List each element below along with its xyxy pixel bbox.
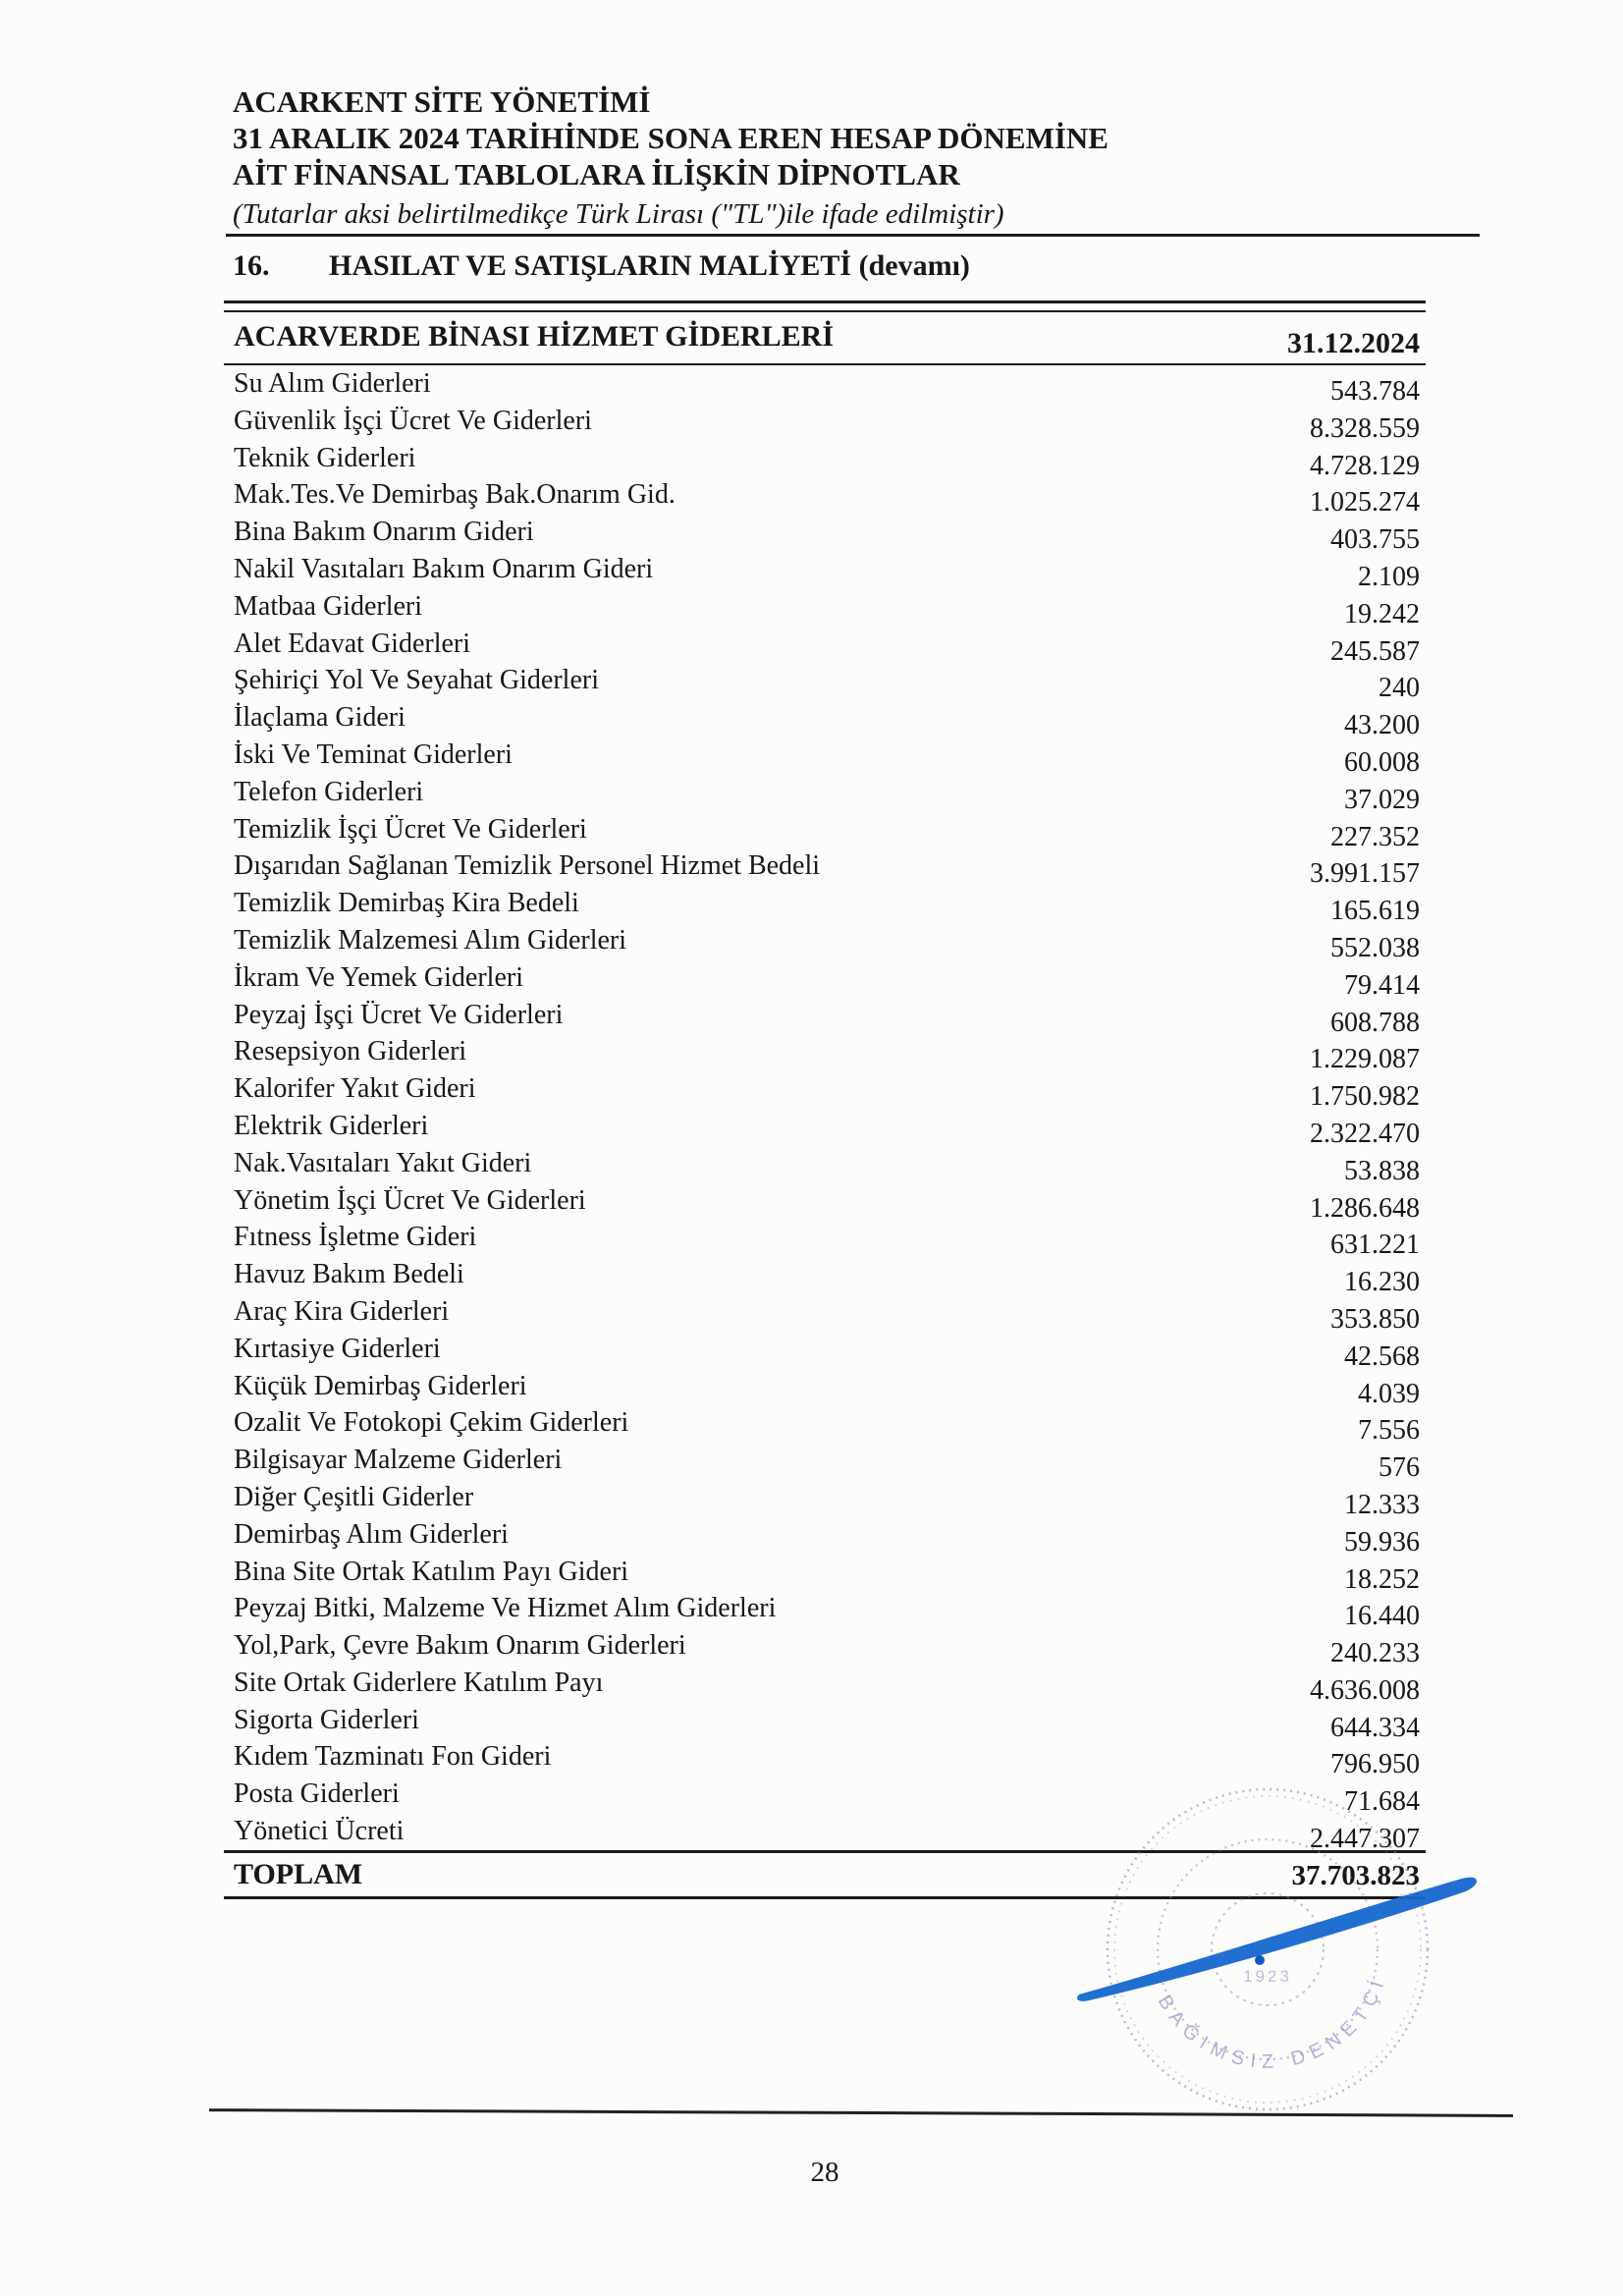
expense-value: 71.684: [1344, 1786, 1420, 1818]
table-row: [234, 1182, 1420, 1224]
document-header: [233, 83, 1480, 231]
expense-value: 1.750.982: [1310, 1081, 1420, 1113]
table-header-row: [224, 312, 1426, 359]
table-body: [224, 365, 1426, 1855]
currency-note: (Tutarlar aksi belirtilmedikçe Türk Lirası ("TL")ile ifade edilmiştir): [233, 198, 1004, 230]
period-line: 31 ARALIK 2024 TARİHİNDE SONA EREN HESAP DÖNEMİNE: [233, 121, 1109, 155]
table-row: [234, 1368, 1420, 1409]
table-row: [234, 959, 1420, 1001]
expense-label: İski Ve Teminat Giderleri: [234, 738, 513, 770]
expense-value: 543.784: [1330, 376, 1420, 407]
table-row: [234, 588, 1420, 629]
expense-value: 1.229.087: [1310, 1044, 1420, 1075]
expense-value: 165.619: [1330, 896, 1420, 927]
expense-value: 4.039: [1358, 1378, 1420, 1409]
table-row: [234, 365, 1420, 407]
expense-value: 1.286.648: [1310, 1192, 1420, 1224]
table-row: [234, 1256, 1420, 1298]
stamp-ring-text: BAĞIMSIZ DENETÇİ: [1153, 1972, 1391, 2073]
expense-label: İlaçlama Gideri: [234, 702, 406, 734]
expense-label: Yönetim İşçi Ücret Ve Giderleri: [234, 1184, 586, 1216]
table-row: [234, 1479, 1420, 1520]
table-row: [234, 1145, 1420, 1186]
expense-label: Bina Site Ortak Katılım Payı Gideri: [234, 1556, 629, 1587]
table-row: [234, 1404, 1420, 1447]
expense-value: 644.334: [1330, 1712, 1420, 1743]
expense-label: Diğer Çeşitli Giderler: [234, 1481, 474, 1512]
table-top-border: [224, 301, 1426, 303]
expense-value: 245.587: [1330, 635, 1420, 667]
header-divider: [226, 234, 1480, 237]
section-heading: [233, 249, 970, 283]
expense-label: Küçük Demirbaş Giderleri: [234, 1370, 527, 1401]
expense-label: Temizlik İşçi Ücret Ve Giderleri: [234, 813, 587, 845]
expense-label: Bina Bakım Onarım Gideri: [234, 517, 534, 548]
section-number: 16.: [233, 249, 270, 282]
expense-value: 240.233: [1330, 1638, 1420, 1669]
expense-label: Teknik Giderleri: [234, 442, 416, 473]
expense-label: Kıdem Tazminatı Fon Gideri: [234, 1741, 552, 1773]
total-value: 37.703.823: [1291, 1859, 1420, 1891]
expense-value: 2.109: [1358, 561, 1420, 592]
table-row: [234, 440, 1420, 481]
table-row: [234, 403, 1420, 444]
company-name: ACARKENT SİTE YÖNETİMİ: [233, 84, 651, 119]
table-row: [234, 885, 1420, 927]
expense-label: Matbaa Giderleri: [234, 590, 423, 622]
expense-label: Temizlik Demirbaş Kira Bedeli: [234, 888, 579, 919]
expense-label: Fıtness İşletme Gideri: [234, 1222, 477, 1253]
table-row: [234, 1331, 1420, 1372]
expense-label: Kırtasiye Giderleri: [234, 1333, 441, 1364]
expense-label: Temizlik Malzemesi Alım Giderleri: [234, 924, 627, 956]
stamp-year-text: 1923: [1243, 1967, 1292, 1986]
expense-label: Mak.Tes.Ve Demirbaş Bak.Onarım Gid.: [234, 479, 676, 511]
table-row: [234, 1627, 1420, 1669]
page-number: 28: [810, 2157, 839, 2188]
expense-value: 16.440: [1344, 1601, 1420, 1632]
table-period-column-header: 31.12.2024: [1287, 327, 1420, 359]
expense-value: 37.029: [1344, 784, 1420, 815]
table-row: [234, 811, 1420, 852]
expense-value: 227.352: [1330, 821, 1420, 852]
expense-value: 59.936: [1344, 1526, 1420, 1558]
expense-label: Şehiriçi Yol Ve Seyahat Giderleri: [234, 665, 599, 696]
expense-label: Peyzaj Bitki, Malzeme Ve Hizmet Alım Giderleri: [234, 1593, 777, 1624]
expense-value: 42.568: [1344, 1340, 1420, 1372]
table-row: [234, 847, 1420, 890]
table-row: [234, 774, 1420, 815]
signature-stroke: [1053, 1846, 1494, 2028]
table-row: [234, 1590, 1420, 1632]
table-row: [234, 1293, 1420, 1335]
expense-value: 403.755: [1330, 524, 1420, 556]
expense-label: Dışarıdan Sağlanan Temizlik Personel Hizmet Bedeli: [234, 850, 821, 882]
expense-label: Su Alım Giderleri: [234, 368, 431, 399]
table-row: [234, 514, 1420, 556]
expense-value: 3.991.157: [1310, 858, 1420, 890]
table-row: [234, 922, 1420, 963]
expense-label: Yol,Park, Çevre Bakım Onarım Giderleri: [234, 1630, 686, 1662]
expense-value: 4.636.008: [1310, 1674, 1420, 1706]
expense-label: İkram Ve Yemek Giderleri: [234, 961, 523, 993]
expense-label: Sigorta Giderleri: [234, 1704, 419, 1735]
table-row: [234, 1516, 1420, 1558]
table-row: [234, 737, 1420, 778]
section-title: HASILAT VE SATIŞLARIN MALİYETİ (devamı): [329, 249, 970, 282]
expense-label: Alet Edavat Giderleri: [234, 628, 471, 659]
total-label: TOPLAM: [234, 1857, 363, 1890]
expense-label: Demirbaş Alım Giderleri: [234, 1518, 509, 1550]
expense-label: Ozalit Ve Fotokopi Çekim Giderleri: [234, 1407, 629, 1439]
table-row: [234, 626, 1420, 667]
table-row: [234, 1554, 1420, 1595]
expense-label: Peyzaj İşçi Ücret Ve Giderleri: [234, 999, 564, 1030]
expense-value: 7.556: [1358, 1415, 1420, 1447]
table-row: [234, 997, 1420, 1038]
expense-value: 53.838: [1344, 1155, 1420, 1186]
expense-label: Güvenlik İşçi Ücret Ve Giderleri: [234, 405, 592, 436]
expense-label: Resepsiyon Giderleri: [234, 1036, 467, 1067]
expense-label: Posta Giderleri: [234, 1778, 400, 1810]
table-title: ACARVERDE BİNASI HİZMET GİDERLERİ: [234, 320, 835, 353]
expense-value: 43.200: [1344, 710, 1420, 741]
expense-value: 576: [1379, 1452, 1420, 1484]
expense-label: Site Ortak Giderlere Katılım Payı: [234, 1667, 604, 1698]
expense-value: 79.414: [1344, 969, 1420, 1001]
expense-value: 8.328.559: [1310, 412, 1420, 444]
expense-label: Havuz Bakım Bedeli: [234, 1259, 464, 1290]
expense-value: 1.025.274: [1310, 487, 1420, 519]
expense-value: 12.333: [1344, 1489, 1420, 1520]
expense-label: Yönetici Ücreti: [234, 1816, 405, 1847]
table-row: [234, 551, 1420, 592]
expense-value: 19.242: [1344, 598, 1420, 629]
table-row: [234, 1665, 1420, 1706]
expense-value: 16.230: [1344, 1267, 1420, 1298]
table-row: [234, 1738, 1420, 1780]
expense-label: Araç Kira Giderleri: [234, 1295, 450, 1327]
expenses-table: [224, 301, 1426, 1899]
expense-value: 18.252: [1344, 1563, 1420, 1595]
table-row: [234, 1108, 1420, 1149]
expense-label: Kalorifer Yakıt Gideri: [234, 1073, 476, 1105]
expense-value: 2.322.470: [1310, 1118, 1420, 1149]
expense-value: 796.950: [1330, 1749, 1420, 1780]
expense-label: Nakil Vasıtaları Bakım Onarım Gideri: [234, 553, 654, 584]
table-row: [234, 476, 1420, 519]
table-row: [234, 1070, 1420, 1113]
expense-label: Nak.Vasıtaları Yakıt Gideri: [234, 1147, 532, 1178]
expense-value: 631.221: [1330, 1230, 1420, 1261]
notes-title: AİT FİNANSAL TABLOLARA İLİŞKİN DİPNOTLAR: [233, 157, 960, 191]
table-row: [234, 662, 1420, 704]
expense-value: 240: [1379, 673, 1420, 704]
table-row: [234, 1702, 1420, 1743]
expense-label: Bilgisayar Malzeme Giderleri: [234, 1445, 563, 1476]
expense-value: 353.850: [1330, 1303, 1420, 1335]
expense-value: 608.788: [1330, 1007, 1420, 1038]
expense-value: 4.728.129: [1310, 450, 1420, 481]
expense-value: 60.008: [1344, 746, 1420, 778]
table-row: [234, 1219, 1420, 1261]
table-row: [234, 1033, 1420, 1075]
expense-value: 2.447.307: [1310, 1824, 1420, 1855]
table-row: [234, 699, 1420, 741]
expense-value: 552.038: [1330, 932, 1420, 963]
table-row: [234, 1442, 1420, 1484]
expense-label: Telefon Giderleri: [234, 776, 424, 807]
expense-label: Elektrik Giderleri: [234, 1110, 429, 1141]
